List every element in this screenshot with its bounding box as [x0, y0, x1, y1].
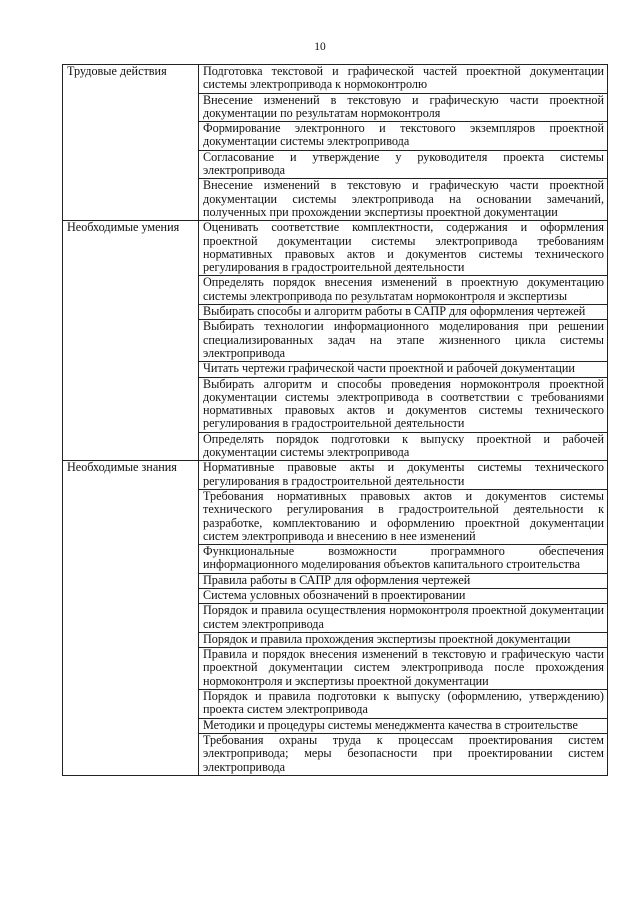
table-row — [63, 221, 608, 276]
requirement-item: Требования охраны труда к процессам проектирования систем электропривода; меры безопасности при проектировании систем электропривода — [199, 733, 608, 775]
requirement-item: Выбирать технологии информационного моделирования при решении специализированных задач на этапе жизненного цикла системы электропривода — [199, 320, 608, 362]
requirement-item: Требования нормативных правовых актов и документов системы технического регулирования в градостроительной деятельности к разработке, комплектованию и оформлению проектной документации систем электропривода и внесению в нее изменений — [199, 489, 608, 544]
requirement-item: Определять порядок внесения изменений в проектную документацию системы электропривода по результатам нормоконтроля и экспертизы — [199, 276, 608, 305]
requirement-item: Определять порядок подготовки к выпуску проектной и рабочей документации системы электропривода — [199, 432, 608, 461]
requirement-item: Порядок и правила осуществления нормоконтроля проектной документации систем электропривода — [199, 604, 608, 633]
page-number: 10 — [314, 41, 326, 53]
requirement-item: Согласование и утверждение у руководителя проекта системы электропривода — [199, 150, 608, 179]
requirement-item: Система условных обозначений в проектировании — [199, 588, 608, 603]
section-label: Необходимые умения — [63, 221, 199, 461]
requirement-item: Внесение изменений в текстовую и графическую части проектной документации системы электропривода на основании замечаний, полученных при прохождении экспертизы проектной документации — [199, 179, 608, 221]
requirement-item: Функциональные возможности программного обеспечения информационного моделирования объектов капитального строительства — [199, 545, 608, 574]
requirement-item: Методики и процедуры системы менеджмента качества в строительстве — [199, 718, 608, 733]
requirement-item: Нормативные правовые акты и документы системы технического регулирования в градостроительной деятельности — [199, 461, 608, 490]
requirement-item: Внесение изменений в текстовую и графическую части проектной документации по результатам нормоконтроля — [199, 93, 608, 122]
requirement-item: Порядок и правила прохождения экспертизы проектной документации — [199, 632, 608, 647]
requirement-item: Правила и порядок внесения изменений в текстовую и графическую части проектной документации систем электропривода после прохождения нормоконтроля и экспертизы проектной документации — [199, 648, 608, 690]
table-row — [63, 65, 608, 94]
requirement-item: Формирование электронного и текстового экземпляров проектной документации системы электропривода — [199, 122, 608, 151]
table-row — [63, 461, 608, 490]
requirement-item: Оценивать соответствие комплектности, содержания и оформления проектной документации системы электропривода требованиям нормативных правовых актов и документов системы технического регулирования в градостроительной деятельности — [199, 221, 608, 276]
requirements-table — [62, 64, 608, 776]
requirement-item: Выбирать алгоритм и способы проведения нормоконтроля проектной документации системы электропривода в соответствии с требованиями нормативных правовых актов и документов системы технического регулирования в градостроительной деятельности — [199, 377, 608, 432]
requirement-item: Порядок и правила подготовки к выпуску (оформлению, утверждению) проекта систем электропривода — [199, 690, 608, 719]
section-label: Необходимые знания — [63, 461, 199, 776]
requirement-item: Выбирать способы и алгоритм работы в САПР для оформления чертежей — [199, 305, 608, 320]
requirement-item: Читать чертежи графической части проектной и рабочей документации — [199, 362, 608, 377]
requirement-item: Правила работы в САПР для оформления чертежей — [199, 573, 608, 588]
requirement-item: Подготовка текстовой и графической частей проектной документации системы электропривода к нормоконтролю — [199, 65, 608, 94]
section-label: Трудовые действия — [63, 65, 199, 221]
